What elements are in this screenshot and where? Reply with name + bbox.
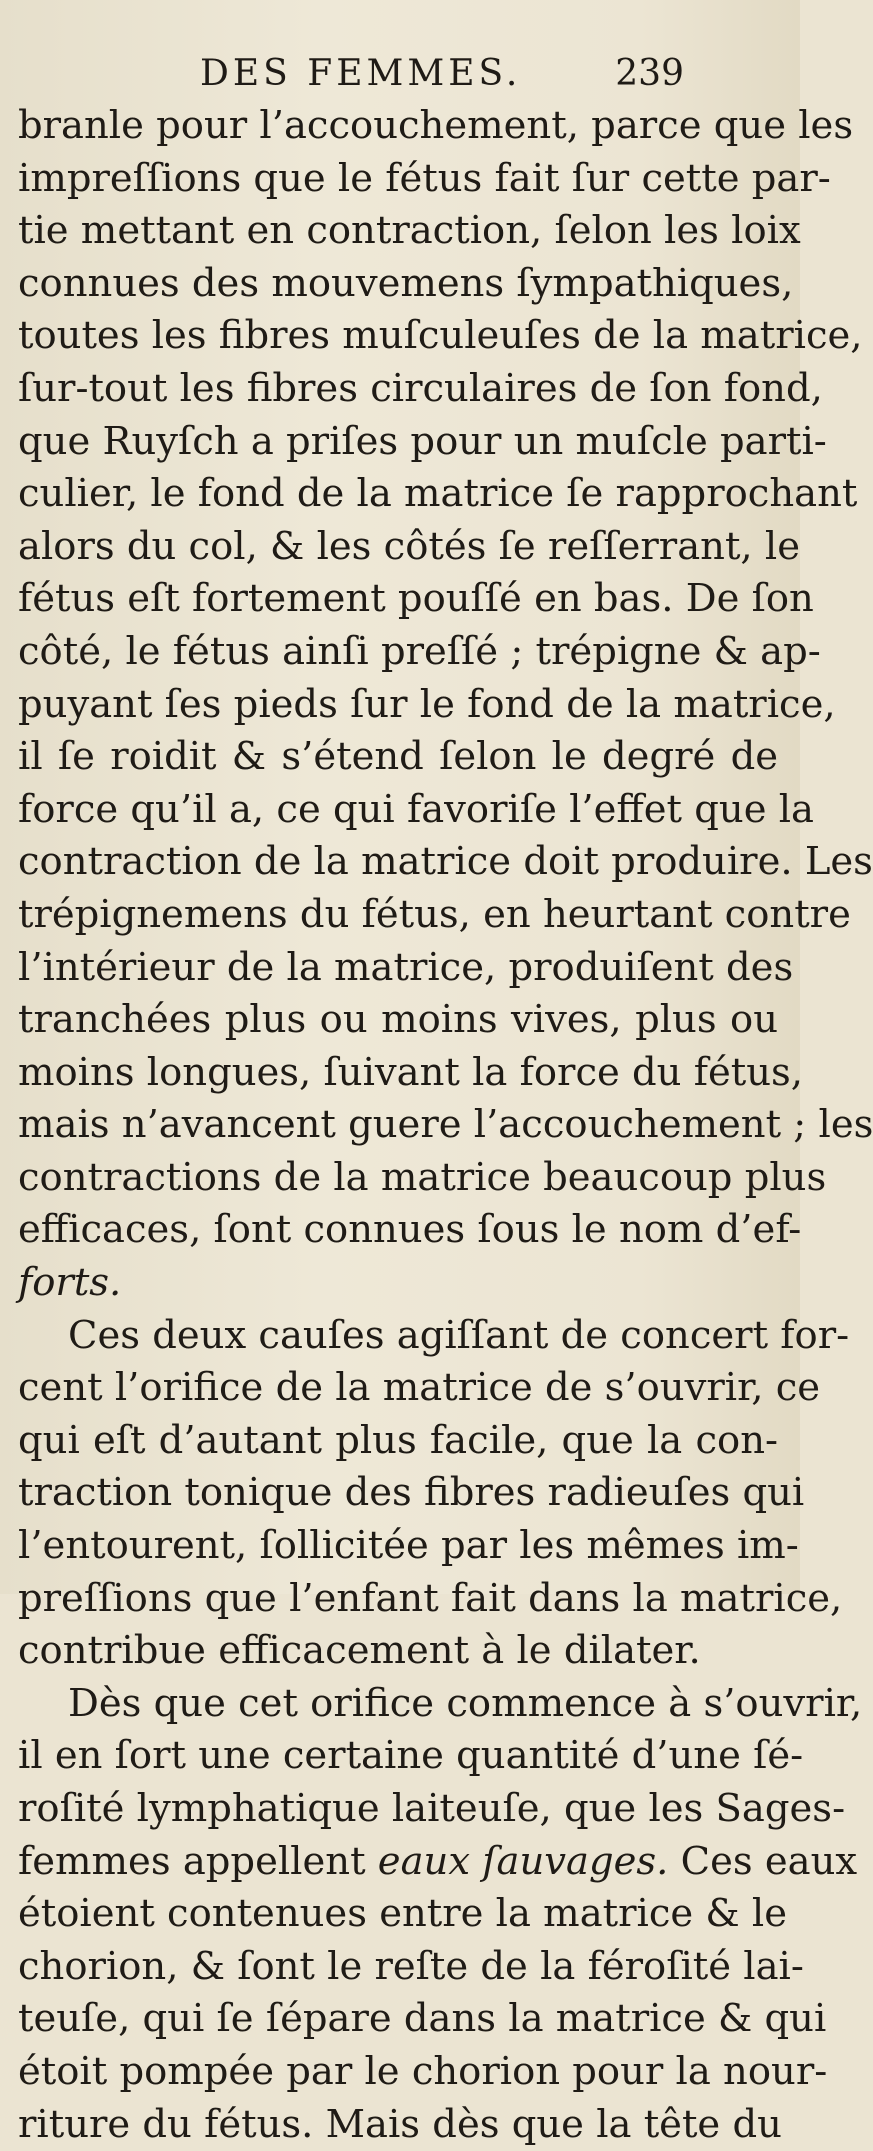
text-line: traction tonique des fibres radieuſes qui [18, 1470, 805, 1516]
text-line: il ſe roidit & s’étend ſelon le degré de [18, 734, 778, 780]
text-line: l’intérieur de la matrice, produiſent des [18, 944, 794, 990]
text-line: chorion, & ſont le reſte de la féroſité lai- [18, 1943, 804, 1989]
text-line-mixed [18, 1836, 858, 1889]
text-line: mais n’avancent guere l’accouchement ; les [18, 1102, 873, 1148]
text-line-italic: forts. [18, 1260, 122, 1306]
text-line: fétus eſt fortement pouſſé en bas. De ſon [18, 576, 814, 622]
text-run: femmes appellent [18, 1838, 378, 1884]
text-line: culier, le fond de la matrice ſe rapprochant [18, 471, 858, 517]
text-line: connues des mouvemens ſympathiques, [18, 260, 794, 306]
text-line: branle pour l’accouchement, parce que les [18, 103, 854, 148]
running-title: DES FEMMES. [200, 53, 522, 94]
text-line: preſſions que l’enfant fait dans la matrice, [18, 1575, 843, 1621]
text-line: que Ruyſch a priſes pour un muſcle parti- [18, 418, 827, 464]
text-line: contraction de la matrice doit produire. Les [18, 839, 873, 885]
text-line: il en ſort une certaine quantité d’une ſé- [18, 1733, 804, 1779]
text-line: contractions de la matrice beaucoup plus [18, 1154, 827, 1200]
text-run-italic: eaux ſauvages. [377, 1838, 669, 1884]
text-line: puyant ſes pieds ſur le fond de la matrice, [18, 681, 836, 727]
text-line: l’entourent, ſollicitée par les mêmes im- [18, 1523, 799, 1569]
text-line: tie mettant en contraction, ſelon les loix [18, 208, 801, 254]
page-number: 239 [615, 53, 684, 94]
text-line: tranchées plus ou moins vives, plus ou [18, 997, 778, 1043]
text-line: Dès que cet orifice commence à s’ouvrir, [68, 1680, 863, 1726]
text-line: teuſe, qui ſe ſépare dans la matrice & qui [18, 1996, 827, 2042]
text-line: alors du col, & les côtés ſe reſſerrant, le [18, 523, 800, 569]
text-line: efficaces, ſont connues ſous le nom d’ef- [18, 1207, 802, 1253]
text-line: moins longues, ſuivant la force du fétus, [18, 1049, 804, 1095]
text-run: Ces eaux [668, 1838, 858, 1884]
text-line: toutes les fibres muſculeuſes de la matrice, [18, 313, 863, 359]
text-line: trépignemens du fétus, en heurtant contre [18, 891, 851, 937]
running-header [0, 54, 800, 94]
body-text [18, 100, 873, 2151]
text-line: ſur-tout les fibres circulaires de ſon fond, [18, 365, 823, 411]
text-line: impreſſions que le fétus fait ſur cette par- [18, 155, 831, 201]
text-line: force qu’il a, ce qui favoriſe l’effet que la [18, 786, 814, 832]
text-line: riture du fétus. Mais dès que la tête du [18, 2101, 782, 2147]
text-line: Ces deux cauſes agiſſant de concert for- [68, 1312, 850, 1358]
text-line: contribue efficacement à le dilater. [18, 1628, 701, 1674]
text-line: qui eſt d’autant plus facile, que la con- [18, 1417, 778, 1463]
text-line: cent l’orifice de la matrice de s’ouvrir, ce [18, 1365, 821, 1411]
text-line: roſité lymphatique laiteuſe, que les Sages- [18, 1786, 846, 1831]
text-line: étoit pompée par le chorion pour la nour- [18, 2048, 828, 2094]
text-line: étoient contenues entre la matrice & le [18, 1891, 788, 1937]
text-line: côté, le fétus ainſi preſſé ; trépigne & ap- [18, 628, 821, 674]
